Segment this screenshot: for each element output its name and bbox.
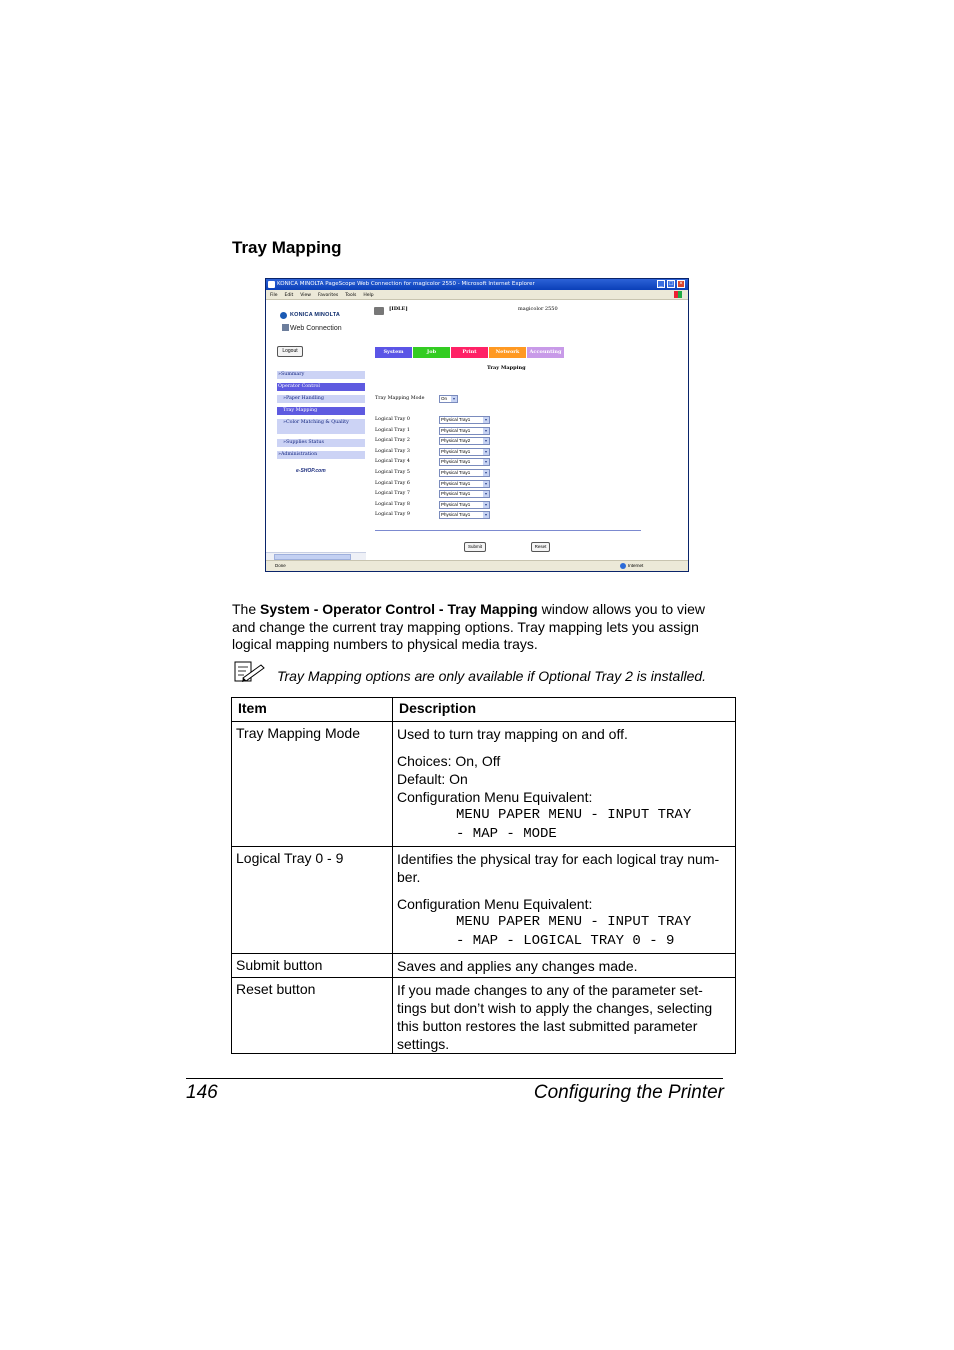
chevron-down-icon: ▾ — [484, 512, 487, 518]
menu-tools[interactable]: Tools — [345, 293, 357, 298]
chevron-down-icon: ▾ — [484, 438, 487, 444]
physical-tray-select[interactable]: Physical Tray1 ▾ — [439, 490, 490, 498]
chevron-down-icon: ▾ — [484, 459, 487, 465]
printer-model: magicolor 2550 — [518, 306, 558, 312]
tab-print[interactable]: Print — [451, 347, 488, 358]
physical-tray-select[interactable]: Physical Tray2 ▾ — [439, 437, 490, 445]
section-heading: Tray Mapping — [232, 238, 342, 257]
menu-view[interactable]: View — [300, 293, 311, 298]
table-row — [232, 722, 736, 847]
nav-tray-mapping[interactable]: Tray Mapping — [277, 407, 365, 415]
row-description: Used to turn tray mapping on and off. Choices: On, Off Default: On Configuration Menu Equivalent: MENU PAPER MENU - INPUT TRAY - MAP - MODE — [393, 722, 736, 847]
chevron-down-icon: ▾ — [452, 396, 455, 401]
chevron-down-icon: ▾ — [484, 491, 487, 497]
header-item: Item — [232, 698, 393, 722]
chevron-down-icon: ▾ — [484, 417, 487, 422]
browser-content — [266, 300, 688, 555]
menu-help[interactable]: Help — [363, 293, 374, 298]
screenshot-figure — [265, 278, 689, 572]
submit-button[interactable]: Submit — [464, 542, 486, 552]
logical-tray-label: Logical Tray 5 — [375, 470, 410, 475]
note-pencil-icon — [233, 661, 265, 683]
tab-accounting[interactable]: Accounting — [527, 347, 564, 358]
footer-title: Configuring the Printer — [533, 1082, 724, 1103]
physical-tray-select[interactable]: Physical Tray1 ▾ — [439, 458, 490, 466]
intro-paragraph: The System - Operator Control - Tray Mapping window allows you to view and change the current tray mapping options. Tray mapping lets you assign logical mapping numbers to physical media trays. — [232, 601, 706, 652]
physical-tray-select[interactable]: Physical Tray1 ▾ — [439, 501, 490, 509]
chevron-down-icon: ▾ — [484, 501, 487, 507]
menu-favorites[interactable]: Favorites — [317, 293, 339, 298]
row-item: Logical Tray 0 - 9 — [232, 847, 393, 954]
logical-tray-label: Logical Tray 9 — [375, 512, 410, 518]
row-description: If you made changes to any of the parameter set- tings but don’t wish to apply the changes, selecting this button restores the last submitted parameter settings. — [393, 978, 736, 1054]
table-header-row — [232, 698, 736, 722]
left-pane — [266, 300, 366, 555]
info-table — [231, 697, 736, 1054]
menu-file[interactable]: File — [270, 293, 278, 298]
nav-color-matching[interactable]: »Color Matching & Quality — [277, 419, 365, 434]
pagescope-logo-icon — [282, 324, 289, 331]
tab-job[interactable]: Job — [413, 347, 450, 358]
logical-tray-label: Logical Tray 3 — [375, 448, 410, 454]
physical-tray-select[interactable]: Physical Tray1 ▾ — [439, 480, 490, 488]
logout-button[interactable]: Logout — [277, 346, 303, 357]
nav-summary[interactable]: »Summary — [277, 371, 365, 379]
table-row — [232, 847, 736, 954]
minimize-icon[interactable]: _ — [657, 280, 665, 288]
status-zone: Internet — [628, 563, 644, 568]
brand-name: KONICA MINOLTA — [290, 312, 341, 318]
row-item: Tray Mapping Mode — [232, 722, 393, 847]
status-bar — [266, 560, 688, 571]
mode-select[interactable]: On ▾ — [439, 395, 458, 403]
page-number: 146 — [186, 1082, 218, 1103]
product-name: Web Connection — [290, 325, 342, 332]
chevron-down-icon: ▾ — [484, 480, 487, 486]
printer-status: [IDLE] — [389, 306, 408, 312]
mode-label: Tray Mapping Mode — [375, 396, 425, 401]
note-text: Tray Mapping options are only available if Optional Tray 2 is installed. — [277, 668, 707, 684]
window-titlebar — [266, 279, 688, 290]
ie-icon — [268, 281, 275, 288]
eshop-logo[interactable]: e-SHOP.com — [296, 468, 326, 474]
maximize-icon[interactable]: □ — [667, 280, 675, 288]
menu-edit[interactable]: Edit — [284, 293, 294, 298]
row-description: Saves and applies any changes made. — [393, 954, 736, 978]
printer-icon — [374, 307, 384, 315]
logical-tray-label: Logical Tray 1 — [375, 427, 410, 433]
physical-tray-select[interactable]: Physical Tray1 ▾ — [439, 427, 490, 435]
close-icon[interactable]: × — [677, 280, 685, 288]
nav-administration[interactable]: »Administration — [277, 451, 365, 459]
logical-tray-label: Logical Tray 7 — [375, 491, 410, 497]
tab-system[interactable]: System — [375, 347, 412, 358]
physical-tray-select[interactable]: Physical Tray1 ▾ — [439, 469, 490, 477]
logical-tray-label: Logical Tray 2 — [375, 438, 410, 444]
nav-paper-handling[interactable]: »Paper Handling — [277, 395, 365, 403]
page-subtitle: Tray Mapping — [487, 365, 526, 371]
right-pane — [370, 300, 688, 555]
chevron-down-icon: ▾ — [484, 470, 487, 475]
divider — [375, 530, 641, 531]
konica-logo-icon — [280, 312, 287, 319]
table-row — [232, 954, 736, 978]
row-item: Submit button — [232, 954, 393, 978]
physical-tray-select[interactable]: Physical Tray1 ▾ — [439, 511, 490, 519]
physical-tray-select[interactable]: Physical Tray1 ▾ — [439, 448, 490, 456]
globe-icon — [620, 563, 626, 569]
row-description: Identifies the physical tray for each logical tray num- ber. Configuration Menu Equivalent: MENU PAPER MENU - INPUT TRAY - MAP - LOGICAL TRAY 0 - 9 — [393, 847, 736, 954]
chevron-down-icon: ▾ — [484, 448, 487, 454]
tab-network[interactable]: Network — [489, 347, 526, 358]
reset-button[interactable]: Reset — [531, 542, 550, 552]
chevron-down-icon: ▾ — [484, 427, 487, 433]
windows-flag-icon — [674, 291, 682, 298]
logical-tray-label: Logical Tray 6 — [375, 480, 410, 486]
header-description: Description — [393, 698, 736, 722]
status-done: Done — [275, 563, 286, 568]
logical-tray-label: Logical Tray 0 — [375, 417, 410, 422]
physical-tray-select[interactable]: Physical Tray1 ▾ — [439, 416, 490, 424]
logical-tray-label: Logical Tray 4 — [375, 459, 410, 465]
nav-operator-control[interactable]: Operator Control — [277, 383, 365, 391]
nav-supplies-status[interactable]: »Supplies Status — [277, 439, 365, 447]
logical-tray-label: Logical Tray 8 — [375, 501, 410, 507]
table-row — [232, 978, 736, 1054]
window-title: KONICA MINOLTA PageScope Web Connection for magicolor 2550 - Microsoft Internet Explorer — [277, 281, 535, 287]
row-item: Reset button — [232, 978, 393, 1054]
menu-bar — [266, 290, 688, 300]
horizontal-scrollbar[interactable] — [266, 552, 366, 560]
footer-rule — [186, 1078, 723, 1079]
